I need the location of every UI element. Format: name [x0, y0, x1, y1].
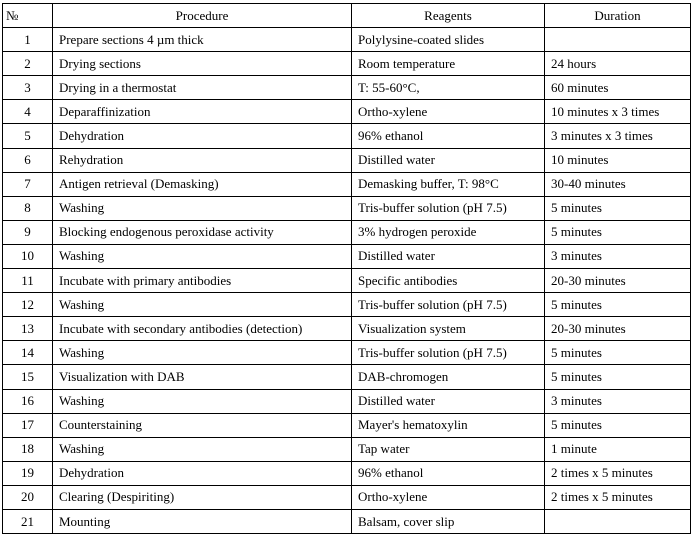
- table-row: [3, 196, 691, 220]
- procedure-cell: Drying sections: [53, 52, 352, 76]
- duration-cell: 10 minutes x 3 times: [545, 100, 691, 124]
- procedure-cell: Incubate with primary antibodies: [53, 269, 352, 293]
- table-row: [3, 437, 691, 461]
- row-number: 2: [3, 52, 53, 76]
- table-row: [3, 100, 691, 124]
- row-number: 5: [3, 124, 53, 148]
- reagents-cell: Distilled water: [352, 389, 545, 413]
- row-number: 19: [3, 461, 53, 485]
- table-row: [3, 317, 691, 341]
- table-row: [3, 389, 691, 413]
- procedure-cell: Deparaffinization: [53, 100, 352, 124]
- reagents-cell: Balsam, cover slip: [352, 509, 545, 533]
- procedure-table: [2, 3, 691, 534]
- duration-cell: 30-40 minutes: [545, 172, 691, 196]
- procedure-cell: Dehydration: [53, 461, 352, 485]
- row-number: 14: [3, 341, 53, 365]
- table-row: [3, 341, 691, 365]
- row-number: 17: [3, 413, 53, 437]
- table-row: [3, 269, 691, 293]
- reagents-cell: Tris-buffer solution (pH 7.5): [352, 196, 545, 220]
- duration-cell: 3 minutes: [545, 244, 691, 268]
- reagents-cell: Specific antibodies: [352, 269, 545, 293]
- duration-cell: 1 minute: [545, 437, 691, 461]
- row-number: 3: [3, 76, 53, 100]
- procedure-cell: Washing: [53, 196, 352, 220]
- table-row: [3, 52, 691, 76]
- duration-cell: 5 minutes: [545, 293, 691, 317]
- procedure-cell: Blocking endogenous peroxidase activity: [53, 220, 352, 244]
- procedure-cell: Rehydration: [53, 148, 352, 172]
- duration-cell: 24 hours: [545, 52, 691, 76]
- duration-cell: 60 minutes: [545, 76, 691, 100]
- row-number: 4: [3, 100, 53, 124]
- duration-cell: 3 minutes x 3 times: [545, 124, 691, 148]
- duration-cell: 20-30 minutes: [545, 317, 691, 341]
- table-row: [3, 76, 691, 100]
- procedure-cell: Counterstaining: [53, 413, 352, 437]
- reagents-cell: 96% ethanol: [352, 461, 545, 485]
- duration-cell: 5 minutes: [545, 196, 691, 220]
- row-number: 21: [3, 509, 53, 533]
- reagents-cell: T: 55-60°C,: [352, 76, 545, 100]
- table-row: [3, 28, 691, 52]
- row-number: 9: [3, 220, 53, 244]
- header-row: [3, 4, 691, 28]
- reagents-cell: Mayer's hematoxylin: [352, 413, 545, 437]
- row-number: 8: [3, 196, 53, 220]
- table-row: [3, 148, 691, 172]
- duration-cell: 2 times x 5 minutes: [545, 485, 691, 509]
- row-number: 10: [3, 244, 53, 268]
- row-number: 16: [3, 389, 53, 413]
- procedure-cell: Incubate with secondary antibodies (detection): [53, 317, 352, 341]
- procedure-cell: Washing: [53, 293, 352, 317]
- table-row: [3, 244, 691, 268]
- table-row: [3, 172, 691, 196]
- duration-cell: 2 times x 5 minutes: [545, 461, 691, 485]
- row-number: 12: [3, 293, 53, 317]
- reagents-cell: 3% hydrogen peroxide: [352, 220, 545, 244]
- duration-cell: 20-30 minutes: [545, 269, 691, 293]
- header-procedure: Procedure: [53, 4, 352, 28]
- reagents-cell: Room temperature: [352, 52, 545, 76]
- row-number: 6: [3, 148, 53, 172]
- duration-cell: 5 minutes: [545, 220, 691, 244]
- duration-cell: 3 minutes: [545, 389, 691, 413]
- reagents-cell: Ortho-xylene: [352, 100, 545, 124]
- procedure-cell: Dehydration: [53, 124, 352, 148]
- table-row: [3, 365, 691, 389]
- duration-cell: 5 minutes: [545, 365, 691, 389]
- duration-cell: [545, 28, 691, 52]
- table-body: [3, 28, 691, 534]
- reagents-cell: DAB-chromogen: [352, 365, 545, 389]
- row-number: 13: [3, 317, 53, 341]
- duration-cell: [545, 509, 691, 533]
- row-number: 18: [3, 437, 53, 461]
- table-row: [3, 413, 691, 437]
- procedure-cell: Antigen retrieval (Demasking): [53, 172, 352, 196]
- procedure-cell: Clearing (Despiriting): [53, 485, 352, 509]
- reagents-cell: 96% ethanol: [352, 124, 545, 148]
- reagents-cell: Tap water: [352, 437, 545, 461]
- reagents-cell: Distilled water: [352, 244, 545, 268]
- header-number: №: [3, 4, 53, 28]
- procedure-cell: Washing: [53, 341, 352, 365]
- duration-cell: 10 minutes: [545, 148, 691, 172]
- reagents-cell: Tris-buffer solution (pH 7.5): [352, 341, 545, 365]
- procedure-cell: Drying in a thermostat: [53, 76, 352, 100]
- duration-cell: 5 minutes: [545, 413, 691, 437]
- row-number: 7: [3, 172, 53, 196]
- procedure-cell: Mounting: [53, 509, 352, 533]
- reagents-cell: Distilled water: [352, 148, 545, 172]
- reagents-cell: Ortho-xylene: [352, 485, 545, 509]
- procedure-cell: Prepare sections 4 µm thick: [53, 28, 352, 52]
- row-number: 20: [3, 485, 53, 509]
- reagents-cell: Demasking buffer, T: 98°C: [352, 172, 545, 196]
- table-row: [3, 461, 691, 485]
- procedure-cell: Visualization with DAB: [53, 365, 352, 389]
- header-duration: Duration: [545, 4, 691, 28]
- row-number: 15: [3, 365, 53, 389]
- row-number: 11: [3, 269, 53, 293]
- procedure-cell: Washing: [53, 244, 352, 268]
- procedure-cell: Washing: [53, 389, 352, 413]
- header-reagents: Reagents: [352, 4, 545, 28]
- reagents-cell: Visualization system: [352, 317, 545, 341]
- table-row: [3, 220, 691, 244]
- table-row: [3, 124, 691, 148]
- table-row: [3, 293, 691, 317]
- reagents-cell: Polylysine-coated slides: [352, 28, 545, 52]
- procedure-cell: Washing: [53, 437, 352, 461]
- duration-cell: 5 minutes: [545, 341, 691, 365]
- table-row: [3, 485, 691, 509]
- row-number: 1: [3, 28, 53, 52]
- reagents-cell: Tris-buffer solution (pH 7.5): [352, 293, 545, 317]
- table-row: [3, 509, 691, 533]
